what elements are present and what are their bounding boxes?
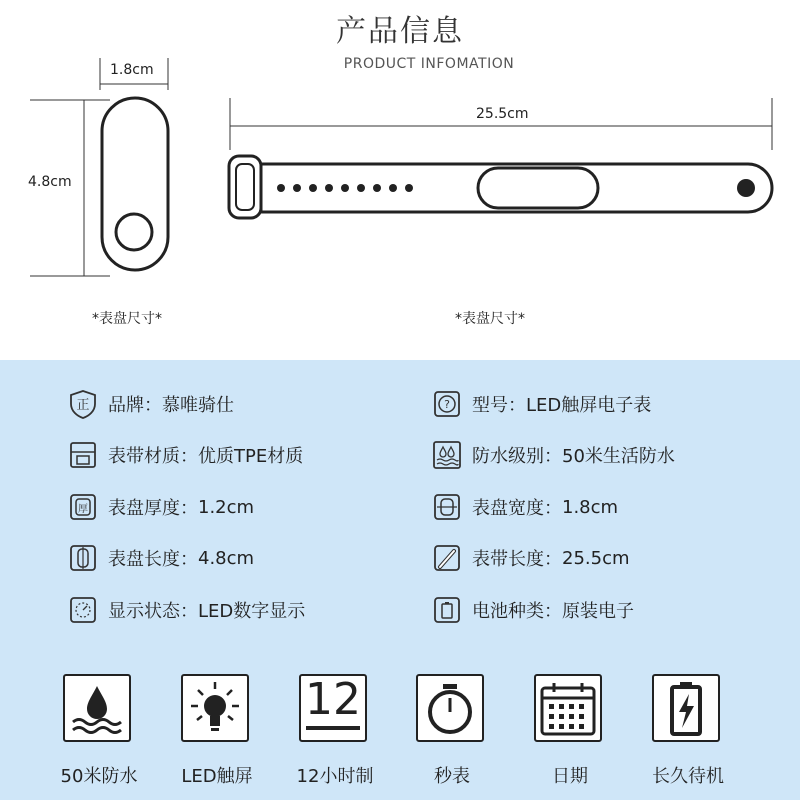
spec-battery-type	[432, 592, 634, 628]
shield-zheng-icon	[68, 389, 98, 419]
spec-dial-width-label: 表盘宽度：	[472, 498, 562, 519]
spec-display-status	[68, 592, 305, 628]
spec-model-value: LED触屏电子表	[526, 395, 652, 416]
spec-display-status-value: LED数字显示	[198, 601, 306, 622]
strap-size-caption: *表盘尺寸*	[455, 311, 525, 327]
feature-waterproof	[63, 674, 135, 742]
battery-icon	[652, 674, 720, 742]
spec-battery-type-value: 原装电子	[562, 601, 634, 622]
stopwatch-icon	[416, 674, 484, 742]
spec-model	[432, 386, 651, 422]
spec-dial-thickness	[68, 489, 254, 525]
dial-height-label: 4.8cm	[28, 174, 72, 190]
spec-strap-length-value: 25.5cm	[562, 547, 630, 569]
spec-display-status-label: 显示状态：	[108, 601, 198, 622]
spec-strap-length	[432, 540, 630, 576]
svg-text:正: 正	[76, 398, 90, 413]
lightbulb-icon	[181, 674, 249, 742]
dial-width-label: 1.8cm	[110, 62, 154, 78]
feature-12-hour-label: 12小时制	[296, 766, 374, 787]
svg-text:厚: 厚	[78, 504, 88, 515]
feature-date-label: 日期	[552, 766, 588, 787]
spec-dial-width	[432, 489, 618, 525]
spec-dial-length	[68, 540, 254, 576]
feature-waterproof-label: 50米防水	[60, 766, 138, 787]
thickness-icon	[68, 492, 98, 522]
spec-dial-length-label: 表盘长度：	[108, 549, 198, 570]
strap-length-icon	[432, 543, 462, 573]
feature-led-touch	[181, 674, 253, 742]
twelve-hour-underline	[306, 726, 360, 730]
spec-brand-value: 慕唯骑仕	[162, 395, 234, 416]
feature-stopwatch	[416, 674, 488, 742]
spec-strap-length-label: 表带长度：	[472, 549, 562, 570]
watch-dial-button	[116, 214, 152, 250]
spec-dial-thickness-value: 1.2cm	[198, 496, 255, 518]
waterproof-icon	[63, 674, 131, 742]
dial-length-icon	[68, 543, 98, 573]
strap-material-icon	[68, 440, 98, 470]
battery-type-icon	[432, 595, 462, 625]
spec-waterproof-label: 防水级别：	[472, 446, 562, 467]
dial-size-caption: *表盘尺寸*	[92, 311, 162, 327]
product-dimensions-section	[0, 0, 800, 360]
calendar-icon	[534, 674, 602, 742]
page-subtitle: PRODUCT INFOMATION	[343, 56, 515, 72]
question-watch-icon	[432, 389, 462, 419]
feature-long-standby	[652, 674, 724, 742]
feature-long-standby-label: 长久待机	[652, 766, 724, 787]
spec-waterproof	[432, 437, 675, 473]
page-title: 产品信息	[336, 14, 464, 49]
spec-dial-width-value: 1.8cm	[562, 496, 619, 518]
feature-12-hour	[299, 674, 371, 742]
svg-text:?: ?	[444, 398, 450, 411]
spec-brand-label: 品牌：	[108, 395, 162, 416]
spec-dial-length-value: 4.8cm	[198, 547, 255, 569]
feature-led-touch-label: LED触屏	[181, 766, 253, 787]
twelve-hour-icon	[299, 674, 367, 742]
feature-date	[534, 674, 606, 742]
strap-length-label: 25.5cm	[476, 106, 529, 122]
spec-strap-material-label: 表带材质：	[108, 446, 198, 467]
twelve-hour-number: 12	[305, 674, 361, 725]
spec-strap-material	[68, 437, 303, 473]
spec-battery-type-label: 电池种类：	[472, 601, 562, 622]
dial-width-icon	[432, 492, 462, 522]
spec-model-label: 型号：	[472, 395, 526, 416]
spec-brand	[68, 386, 234, 422]
spec-waterproof-value: 50米生活防水	[562, 446, 675, 467]
spec-strap-material-value: 优质TPE材质	[198, 446, 304, 467]
water-drop-icon	[432, 440, 462, 470]
watch-strap-shape	[229, 156, 772, 218]
spec-dial-thickness-label: 表盘厚度：	[108, 498, 198, 519]
feature-stopwatch-label: 秒表	[434, 766, 470, 787]
dimension-drawing	[0, 0, 800, 300]
display-status-icon	[68, 595, 98, 625]
